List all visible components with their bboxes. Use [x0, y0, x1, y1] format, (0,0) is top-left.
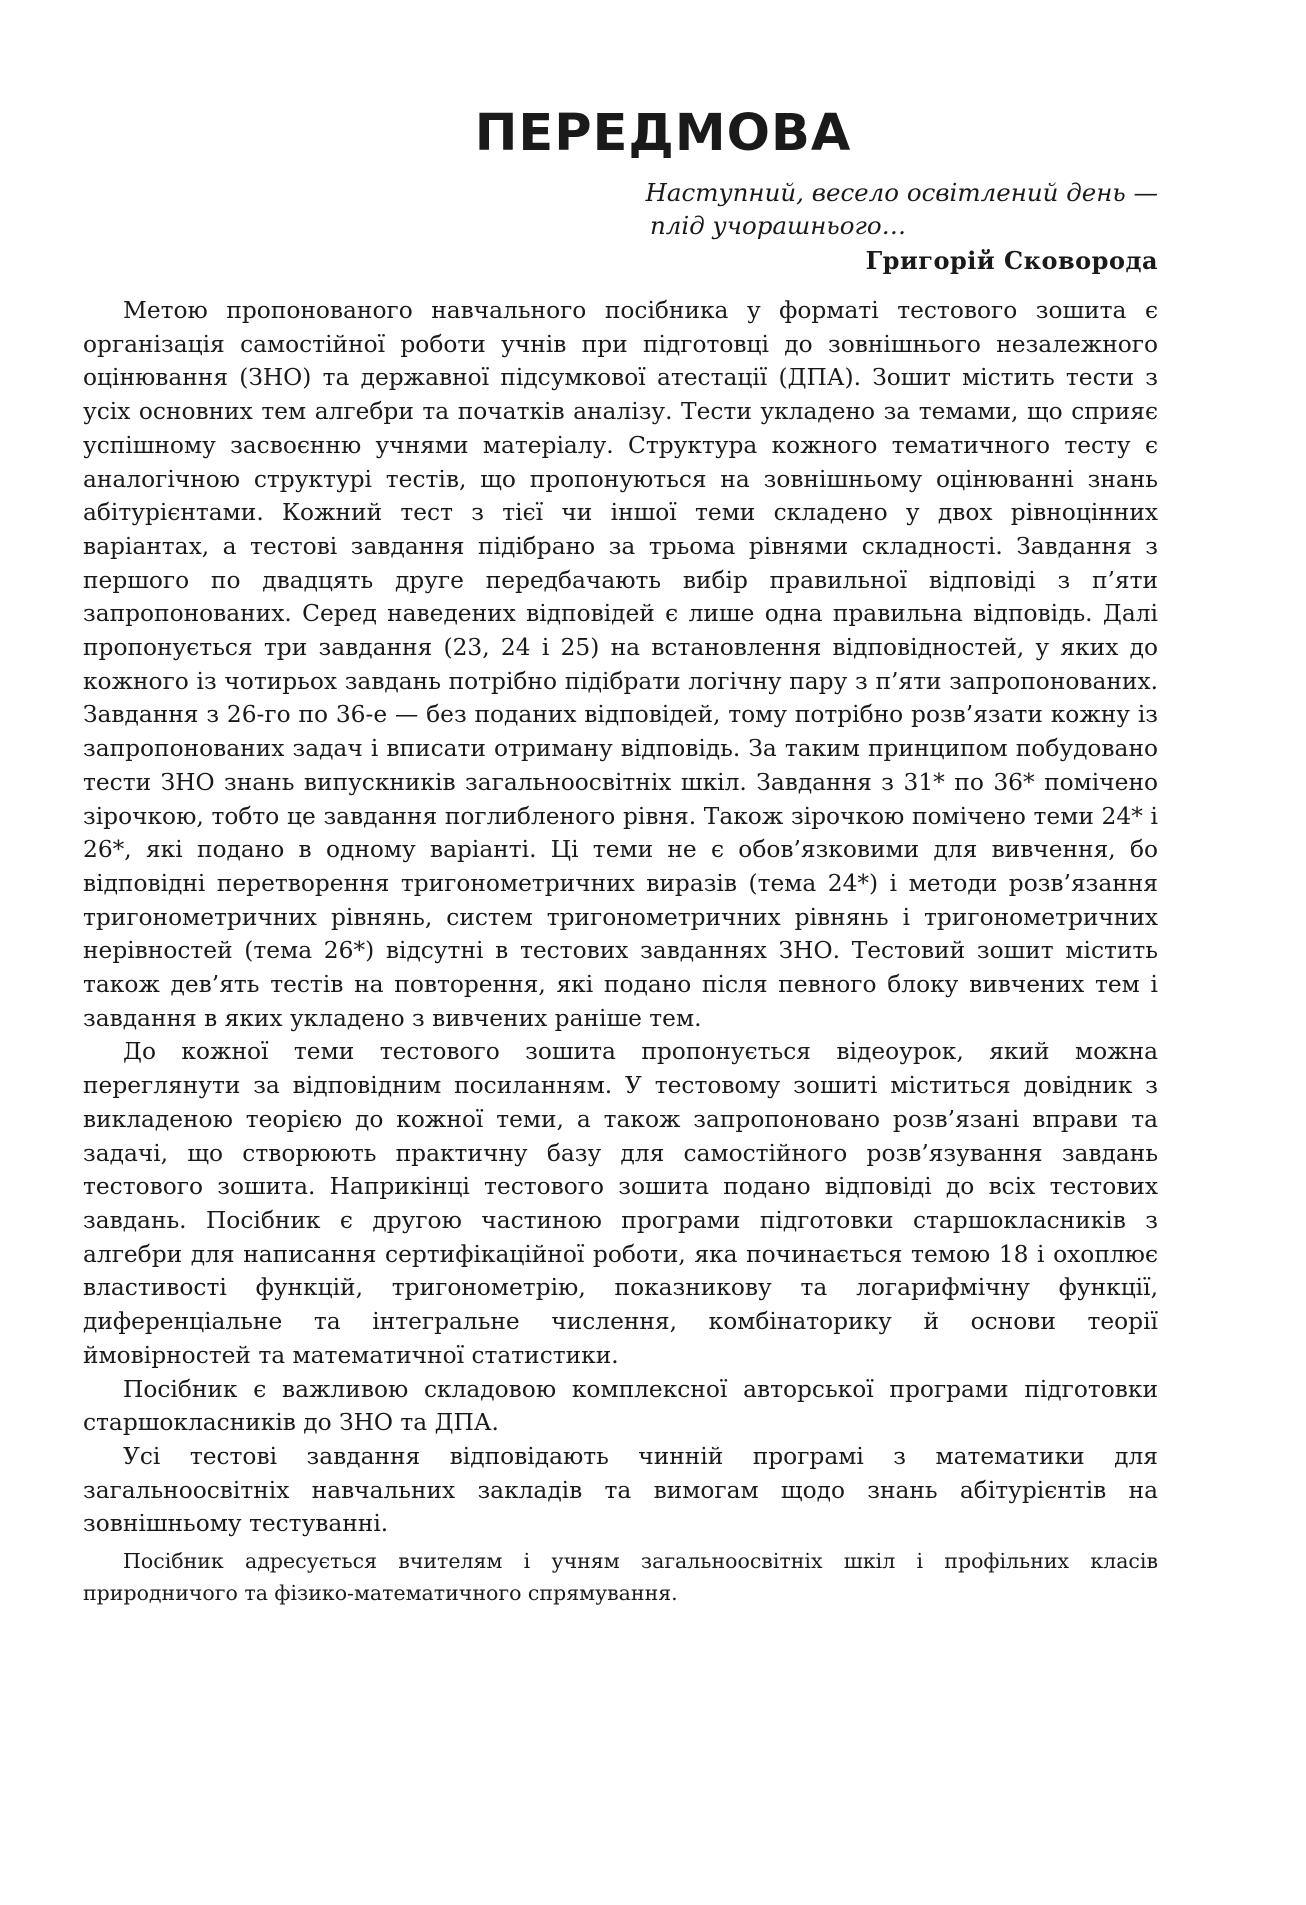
- audience-note: Посібник адресується вчителям і учням загальноосвітніх шкіл і профільних класів природничого та фізико-математичного спрямування.: [83, 1549, 1158, 1606]
- paragraph-3: Посібник є важливою складовою комплексної авторської програми підготовки старшокласників до ЗНО та ДПА.: [83, 1375, 1158, 1437]
- epigraph-line-1: Наступний, весело освітлений день —: [645, 178, 1158, 207]
- paragraph-4: Усі тестові завдання відповідають чинній програмі з математики для загальноосвітніх навчальних закладів та вимогам щодо знань абітурієнтів на зовнішньому тестуванні.: [83, 1442, 1158, 1538]
- paragraph-1: Метою пропонованого навчального посібника у форматі тестового зошита є організація самостійної роботи учнів при підготовці до зовнішнього незалежного оцінювання (ЗНО) та державної підсумкової атестації (ДПА). Зошит містить тести з усіх основних тем алгебри та початків аналізу. Тести укладено за темами, що сприяє успішному засвоєнню учнями матеріалу. Структура кожного тематичного тесту є аналогічною структурі тестів, що пропонуються на зовнішньому оцінюванні знань абітурієнтами. Кожний тест з тієї чи іншої теми складено у двох рівноцінних варіантах, а тестові завдання підібрано за трьома рівнями складності. Завдання з першого по двадцять друге передбачають вибір правильної відповіді з п’яти запропонованих. Серед наведених відповідей є лише одна правильна відповідь. Далі пропонується три завдання (23, 24 і 25) на встановлення відповідностей, у яких до кожного із чотирьох завдань потрібно підібрати логічну пару з п’яти запропонованих. Завдання з 26-го по 36-е — без поданих відповідей, тому потрібно розв’язати кожну із запропонованих задач і вписати отриману відповідь. За таким принципом побудовано тести ЗНО знань випускників загальноосвітніх шкіл. Завдання з 31* по 36* помічено зірочкою, тобто це завдання поглибленого рівня. Також зірочкою помічено теми 24* і 26*, які подано в одному варіанті. Ці теми не є обов’язковими для вивчення, бо відповідні перетворення тригонометричних виразів (тема 24*) і методи розв’язання тригонометричних рівнянь, систем тригонометричних рівнянь і тригонометричних нерівностей (тема 26*) відсутні в тестових завданнях ЗНО. Тестовий зошит містить також дев’ять тестів на повторення, які подано після певного блоку вивчених тем і завдання в яких укладено з вивчених раніше тем.: [83, 297, 1158, 1032]
- preface-body: [83, 294, 1158, 1609]
- epigraph: [598, 176, 1158, 242]
- epigraph-author: Григорій Сковорода: [865, 246, 1158, 275]
- epigraph-line-2: плід учорашнього…: [650, 211, 907, 240]
- paragraph-2: До кожної теми тестового зошита пропонується відеоурок, який можна переглянути за відповідним посиланням. У тестовому зошиті міститься довідник з викладеною теорією до кожної теми, а також запропоновано розв’язані вправи та задачі, що створюють практичну базу для самостійного розв’язування завдань тестового зошита. Наприкінці тестового зошита подано відповіді до всіх тестових завдань. Посібник є другою частиною програми підготовки старшокласників з алгебри для написання сертифікаційної роботи, яка починається темою 18 і охоплює властивості функцій, тригонометрію, показникову та логарифмічну функції, диференціальне та інтегральне числення, комбінаторику й основи теорії ймовірностей та математичної статистики.: [83, 1038, 1158, 1369]
- page-title: ПЕРЕДМОВА: [474, 104, 852, 163]
